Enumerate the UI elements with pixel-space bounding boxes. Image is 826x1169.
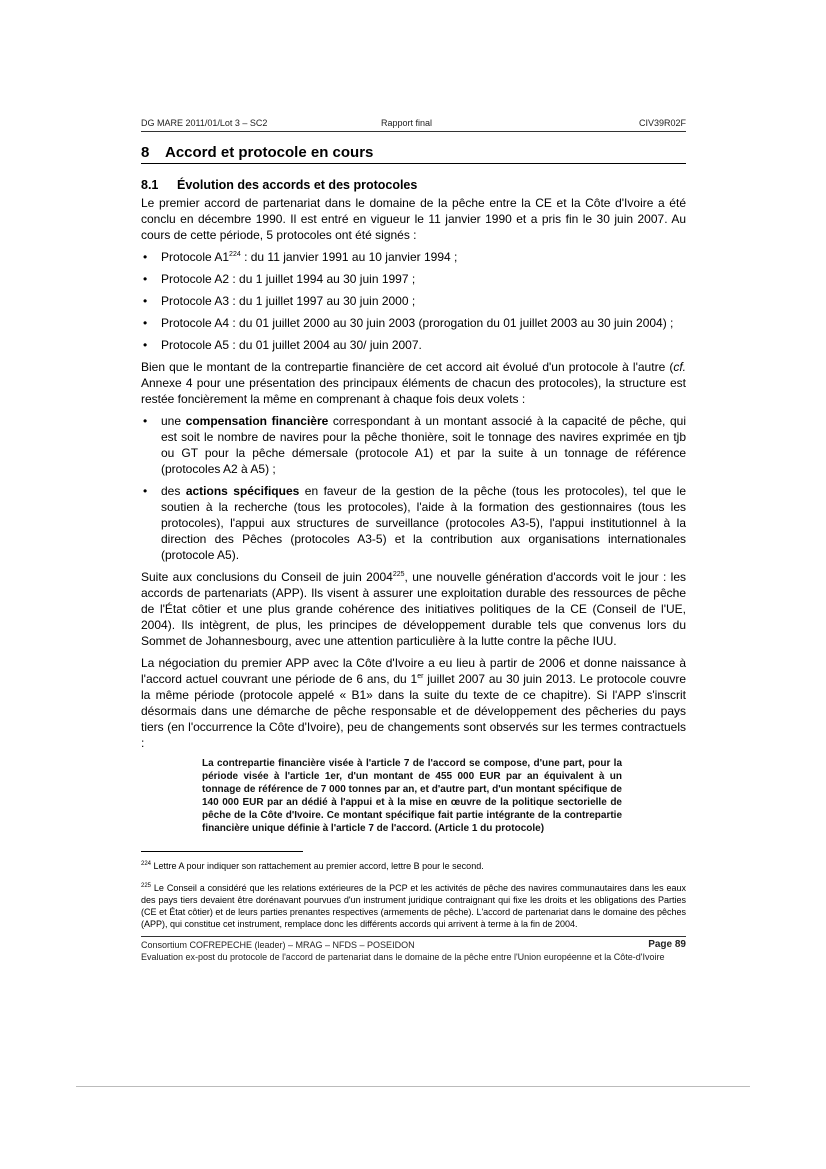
footnote-224: $^{224}$ Lettre A pour indiquer son rattachement au premier accord, lettre B pour le second. <box>141 861 484 871</box>
section-number: 8 <box>141 144 150 161</box>
footnotes <box>141 858 686 938</box>
bullet-icon: • <box>143 316 148 330</box>
list-item: • Protocole A3 : du 1 juillet 1997 au 30 juin 2000 ; <box>143 294 416 308</box>
footnote-225: $^{225}$ Le Conseil a considéré que les relations extérieures de la PCP et les activités de pêche des navires communautaires dans les eaux des pays tiers devaient être dorénavant pourvues d'un instrument juridique contraignant qui fixe les droits et les obligations des Parties (CE et État côtier) et de leurs parties prenantes respectives (armements de pêche). L'accord de partenariat dans le domaine des pêches (APP), qui constitue cet instrument, remplace donc les différents accords qui arrivent à terme à la fin de 2004. <box>141 883 686 929</box>
list-item: • Protocole A4 : du 01 juillet 2000 au 30 juin 2003 (prorogation du 01 juillet 2003 au 30 juin 2004) ; <box>143 316 674 330</box>
list-item: • Protocole A5 : du 01 juillet 2004 au 30/ juin 2007. <box>143 338 422 352</box>
bullet-icon: • <box>143 272 148 286</box>
page-bottom-divider <box>76 1086 750 1087</box>
protocol-quote: La contrepartie financière visée à l'article 7 de l'accord se compose, d'une part, pour la période visée à l'article 1er, d'un montant de 455 000 EUR par an équivalent à un tonnage de référence de 7 000 tonnes par an, et d'autre part, d'un montant spécifique de 140 000 EUR par an dédié à l'appui et à la mise en œuvre de la politique sectorielle de pêche de la Côte d'Ivoire. Ce montant spécifique fait partie intégrante de la contrepartie financière unique définie à l'article 7 de l'accord. (Article 1 du protocole) <box>202 758 622 834</box>
list-item: • des actions spécifiques en faveur de la gestion de la pêche (tous les protocoles), tel que le soutien à la recherche (tous les protocoles), l'aide à la formation des gestionnaires (tous les protocoles), l'appui aux structures de surveillance (protocoles A3-5), l'appui institutionnel à la direction des Pêches (protocoles A3-5) et la contribution aux organisations internationales (protocole A5). <box>143 484 686 562</box>
footer-divider <box>141 936 686 937</box>
list-item: • Protocole A2 : du 1 juillet 1994 au 30 juin 1997 ; <box>143 272 416 286</box>
body-text <box>141 195 686 835</box>
footer-consortium: Consortium COFREPECHE (leader) – MRAG – NFDS – POSEIDON <box>141 940 415 950</box>
subsection-heading <box>141 177 686 193</box>
bullet-icon: • <box>143 250 148 264</box>
list-item: • Protocole $A1^{224}$ : du 11 janvier 1991 au 10 janvier 1994 ; <box>143 250 458 264</box>
volets-list <box>141 413 686 563</box>
bullet-icon: • <box>143 294 148 308</box>
footer-subtitle: Evaluation ex-post du protocole de l'accord de partenariat dans le domaine de la pêche entre l'Union européenne et la Côte-d'Ivoire <box>141 952 665 962</box>
header-left: DG MARE 2011/01/Lot 3 – SC2 <box>141 118 268 128</box>
bullet-icon: • <box>143 484 148 498</box>
protocol-list <box>141 249 686 353</box>
footnote-ref: 225 <box>392 571 405 578</box>
paragraph-intro: Le premier accord de partenariat dans le domaine de la pêche entre la CE et la Côte d'Ivoire a été conclu en décembre 1990. Il est entré en vigueur le 11 janvier 1990 et a pris fin le 30 juin 2007. Au cours de cette période, 5 protocoles ont été signés : <box>141 196 686 242</box>
paragraph-structure: Bien que le montant de la contrepartie financière de cet accord ait évolué d'un protocole à l'autre (cf. Annexe 4 pour une présentation des principaux éléments de chacun des protocoles), la structure est restée foncièrement la même en comprenant à chaque fois deux volets : <box>141 360 686 406</box>
page-header <box>141 118 686 132</box>
list-item: • une compensation financière correspondant à un montant associé à la capacité de pêche, qui est soit le nombre de navires pour la pêche thonière, soit le tonnage des navires exprimée en tjb ou GT pour la pêche démersale (protocole A1) et par la suite à un tonnage de référence (protocoles A2 à A5) ; <box>143 414 686 476</box>
page-number: Page 89 <box>648 939 686 950</box>
subsection-number: 8.1 <box>141 178 159 192</box>
paragraph-council: Suite aux conclusions du Conseil de juin 2004$^{225}$, une nouvelle génération d'accords voit le jour : les accords de partenariats (APP). Ils visent à assurer une exploitation durable des ressources de pêche de l'État côtier et une plus grande cohérence des initiatives politiques de la CE (Conseil de l'UE, 2004). Ils intègrent, de plus, les principes de développement durable tels que convenus lors du Sommet de Johannesbourg, avec une attention particulière à la lutte contre la pêche IUU. <box>141 570 686 648</box>
bullet-icon: • <box>143 338 148 352</box>
bullet-icon: • <box>143 414 148 428</box>
section-heading <box>141 143 686 164</box>
page-footer <box>141 939 686 963</box>
subsection-title: Évolution des accords et des protocoles <box>177 178 418 192</box>
header-center: Rapport final <box>381 118 433 128</box>
footnote-divider <box>141 851 303 852</box>
paragraph-negotiation: La négociation du premier APP avec la Côte d'Ivoire a eu lieu à partir de 2006 et donne naissance à l'accord actuel couvrant une période de 6 ans, du 1er juillet 2007 au 30 juin 2013. Le protocole couvre la même période (protocole appelé « B1» dans la suite du texte de ce chapitre). Si l'APP s'inscrit désormais dans une démarche de pêche responsable et de développement des pêcheries du pays tiers (en l'occurrence la Côte d'Ivoire), peu de changements sont observés sur les termes contractuels : <box>141 656 686 750</box>
header-right: CIV39R02F <box>638 118 686 128</box>
section-title: Accord et protocole en cours <box>165 144 374 161</box>
header-divider <box>141 131 686 132</box>
